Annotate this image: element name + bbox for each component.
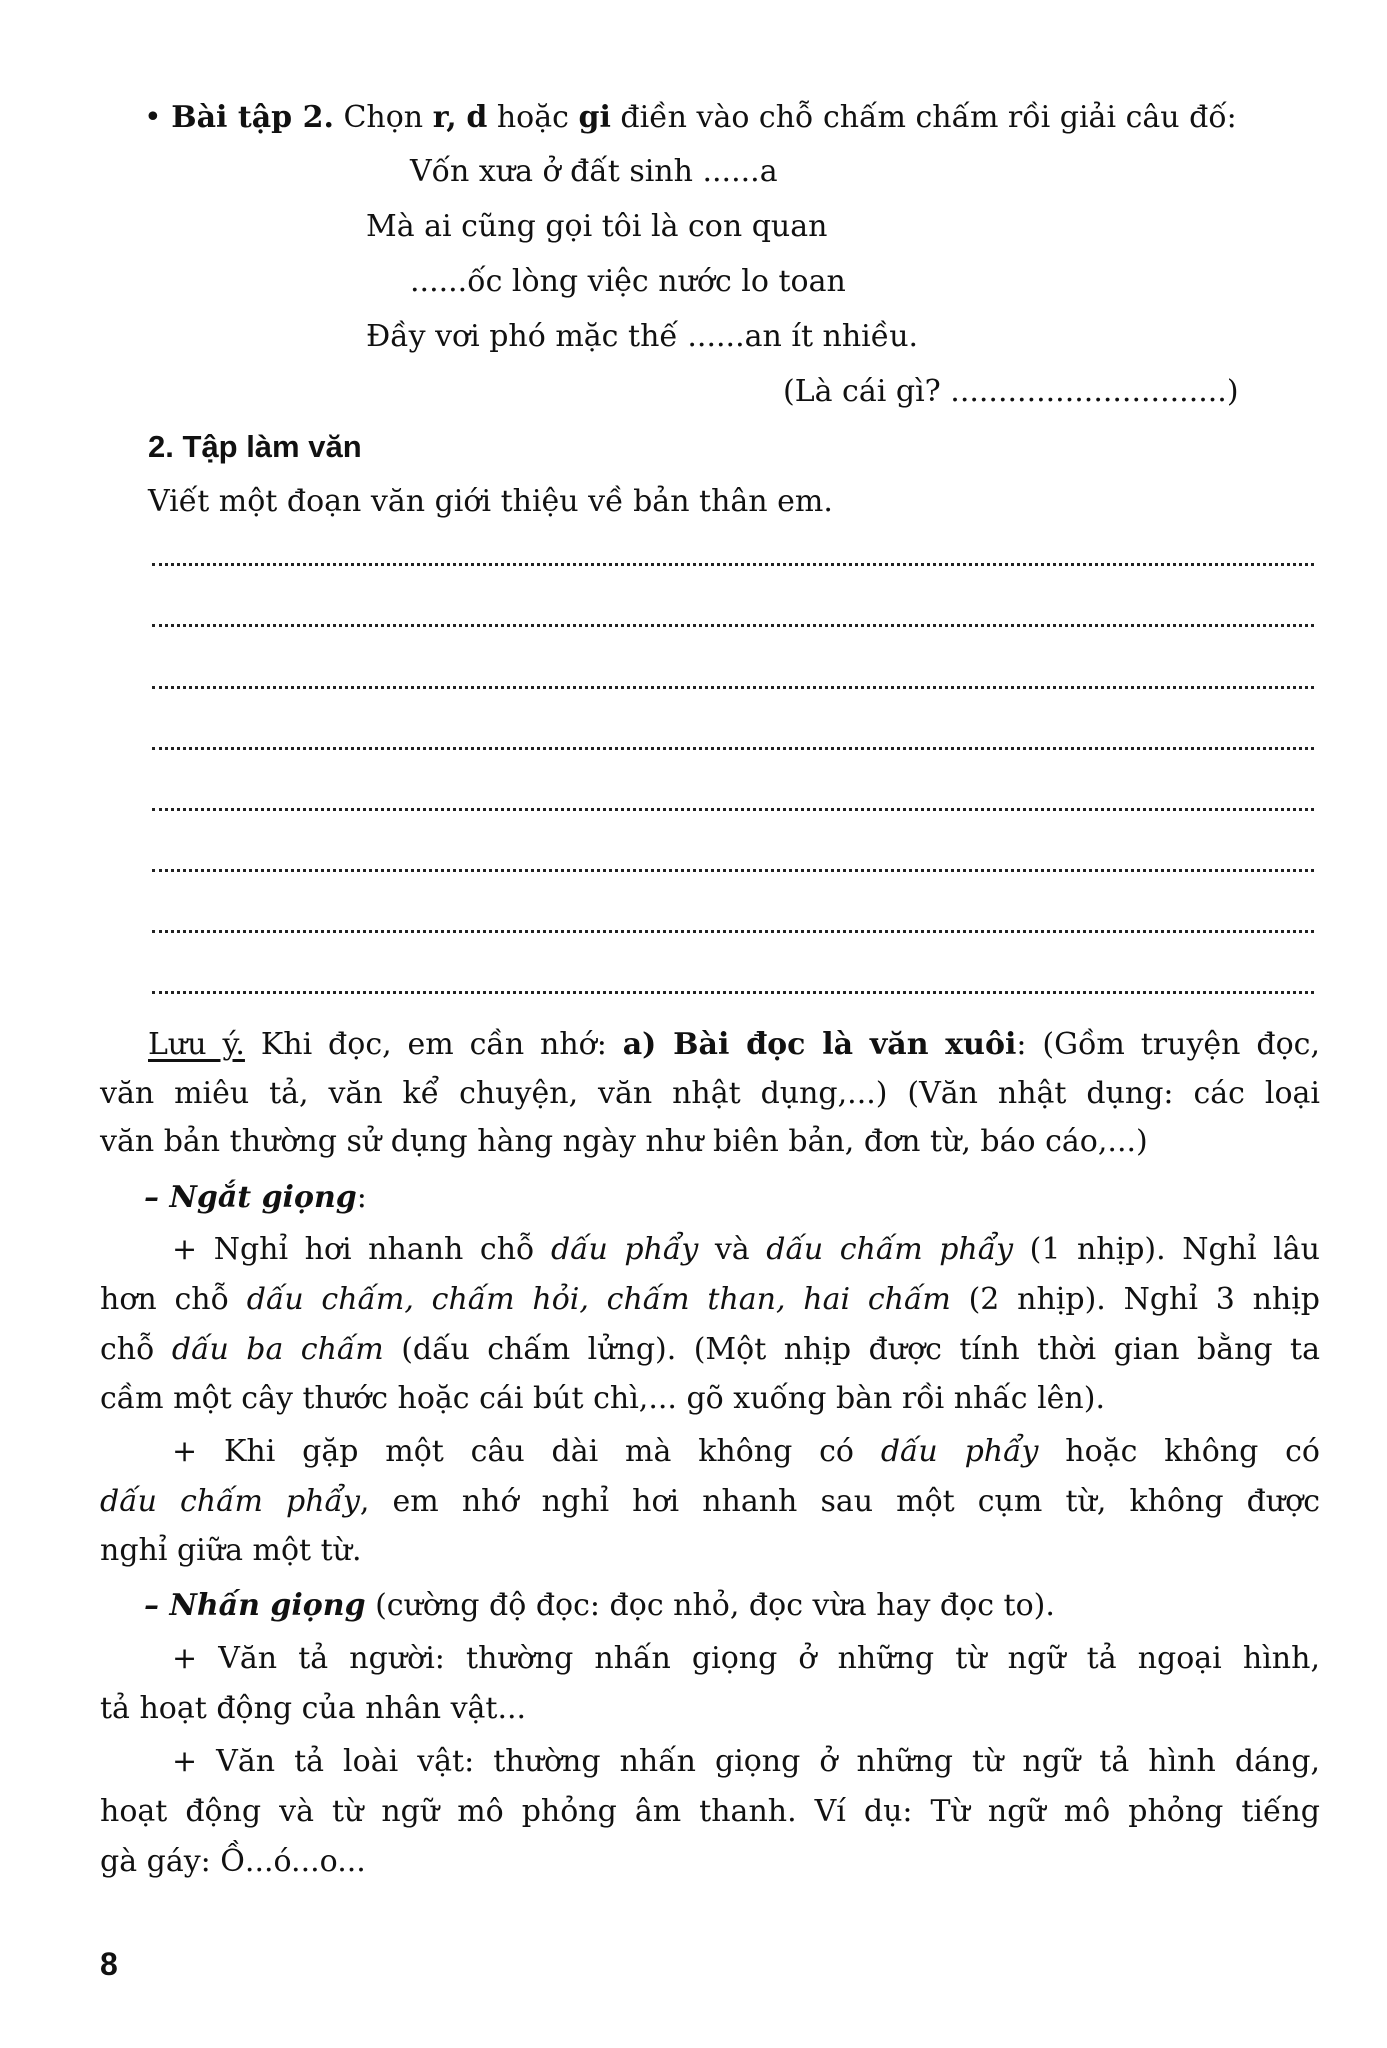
writing-line [152, 563, 1314, 566]
emph: dấu chấm, chấm hỏi, chấm than, hai chấm [246, 1282, 951, 1317]
pause-title: – Ngắt giọng [144, 1180, 357, 1215]
note-intro: Khi đọc, em cần nhớ: [260, 1027, 607, 1062]
section-title: 2. Tập làm văn [148, 429, 362, 464]
emph: dấu phẩy [880, 1434, 1039, 1469]
pause-line-1 [172, 1230, 1320, 1270]
pause2-line-3: nghỉ giữa một từ. [100, 1533, 362, 1568]
pause-colon: : [356, 1180, 367, 1215]
text: (1 nhịp). Nghỉ lâu [1029, 1232, 1320, 1267]
emph: dấu chấm phẩy [100, 1484, 360, 1519]
text: hoặc không có [1065, 1434, 1320, 1469]
exercise-text: điền vào chỗ chấm chấm rồi giải câu đố: [620, 100, 1237, 135]
text: (2 nhịp). Nghỉ 3 nhịp [968, 1282, 1321, 1317]
exercise2-heading [144, 98, 1237, 138]
page-number: 8 [100, 1946, 118, 1982]
exercise-text: Chọn [343, 100, 424, 135]
writing-line [152, 624, 1314, 627]
text: (cường độ đọc: đọc nhỏ, đọc vừa hay đọc to). [375, 1588, 1055, 1623]
text: hơn chỗ [100, 1282, 229, 1317]
note-a-label: a) Bài đọc là văn xuôi [622, 1027, 1017, 1062]
stress-line-4: hoạt động và từ ngữ mô phỏng âm thanh. Ví dụ: Từ ngữ mô phỏng tiếng [100, 1794, 1320, 1829]
riddle-line-3: ......ốc lòng việc nước lo toan [410, 264, 846, 299]
stress-line-3: + Văn tả loài vật: thường nhấn giọng ở những từ ngữ tả hình dáng, [172, 1744, 1320, 1779]
pause-line-4: cầm một cây thước hoặc cái bút chì,... gõ xuống bàn rồi nhấc lên). [100, 1381, 1105, 1416]
stress-heading [144, 1586, 1055, 1626]
writing-line [152, 991, 1314, 994]
emph: dấu ba chấm [171, 1332, 384, 1367]
text: và [714, 1232, 750, 1267]
pause-line-2 [100, 1280, 1320, 1320]
riddle-line-2: Mà ai cũng gọi tôi là con quan [366, 209, 828, 244]
emph: dấu phẩy [550, 1232, 699, 1267]
note-text: : (Gồm truyện đọc, [1016, 1027, 1320, 1062]
pause-heading [144, 1178, 367, 1218]
stress-line-1: + Văn tả người: thường nhấn giọng ở những từ ngữ tả ngoại hình, [172, 1641, 1320, 1676]
letter-d: d [466, 100, 488, 135]
writing-line [152, 869, 1314, 872]
text: chỗ [100, 1332, 155, 1367]
text: + Khi gặp một câu dài mà không có [172, 1434, 854, 1469]
text: (dấu chấm lửng). (Một nhịp được tính thời gian bằng ta [401, 1332, 1320, 1367]
note-line-2: văn miêu tả, văn kể chuyện, văn nhật dụng,...) (Văn nhật dụng: các loại [100, 1076, 1320, 1111]
emph: dấu chấm phẩy [766, 1232, 1014, 1267]
exercise-text: hoặc [496, 100, 569, 135]
writing-prompt: Viết một đoạn văn giới thiệu về bản thân em. [148, 484, 833, 519]
pause-line-3 [100, 1330, 1320, 1370]
writing-line [152, 930, 1314, 933]
stress-line-2: tả hoạt động của nhân vật... [100, 1691, 527, 1726]
pause2-line-2 [100, 1482, 1320, 1522]
exercise-label: Bài tập 2. [171, 100, 334, 135]
writing-line [152, 686, 1314, 689]
writing-line [152, 747, 1314, 750]
note-label: Lưu ý. [148, 1027, 245, 1062]
riddle-answer: (Là cái gì? .............................) [783, 374, 1239, 409]
letter-r: r, [432, 100, 457, 135]
stress-title: – Nhấn giọng [144, 1588, 366, 1623]
text: , em nhớ nghỉ hơi nhanh sau một cụm từ, không được [359, 1484, 1321, 1519]
note-line-1 [148, 1025, 1320, 1065]
writing-line [152, 808, 1314, 811]
letter-gi: gi [578, 100, 611, 135]
text: + Nghỉ hơi nhanh chỗ [172, 1232, 535, 1267]
note-line-3: văn bản thường sử dụng hàng ngày như biên bản, đơn từ, báo cáo,...) [100, 1124, 1148, 1159]
riddle-line-1: Vốn xưa ở đất sinh ......a [410, 154, 778, 189]
riddle-line-4: Đầy vơi phó mặc thế ......an ít nhiều. [366, 319, 919, 354]
pause2-line-1 [172, 1432, 1320, 1472]
bullet: • [144, 100, 162, 135]
stress-line-5: gà gáy: Ồ...ó...o... [100, 1844, 366, 1879]
